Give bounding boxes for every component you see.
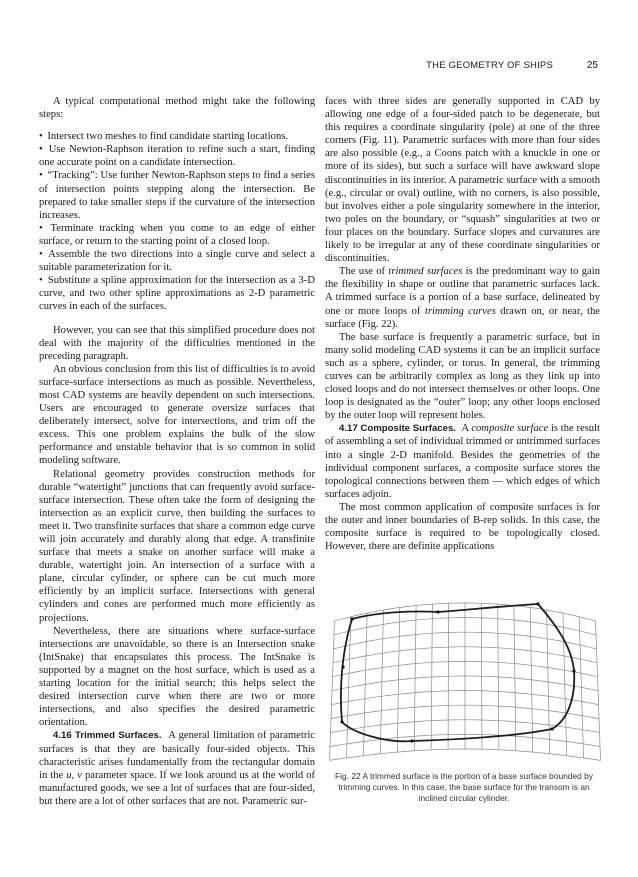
page-number: 25 bbox=[586, 60, 598, 71]
list-item bbox=[39, 143, 315, 169]
trim-point-marker bbox=[341, 665, 344, 668]
math-variable: u bbox=[66, 769, 72, 781]
body-paragraph: The most common application of composite surfaces is for the outer and inner boundaries of B-rep solids. In this case, the composite surface is required to be topologically closed. However, there are definite applications bbox=[325, 501, 600, 553]
trimmed-surface-figure bbox=[326, 597, 602, 765]
trim-point-marker bbox=[550, 727, 553, 730]
body-text: drawn on, or near, the surface (Fig. 22). bbox=[325, 305, 600, 330]
emphasis-term: trimmed surfaces bbox=[388, 266, 463, 278]
step-text: Use Newton-Raphson iteration to refine such a start, finding one accurate point on a candidate intersection. bbox=[39, 144, 315, 169]
header-title: THE GEOMETRY OF SHIPS bbox=[426, 60, 553, 71]
section-4-17-paragraph bbox=[325, 422, 600, 501]
list-item bbox=[39, 169, 315, 221]
step-text: Substitute a spline approximation for the intersection as a 3-D curve, and two other spline approximations as 2-D parametric curves in each of the surfaces. bbox=[39, 275, 315, 313]
bullet-glyph: • bbox=[39, 170, 43, 182]
section-text: is the result of assembling a set of individual trimmed or untrimmed surfaces into a single 2-D manifold. Besides the geometries of the individual component surfaces, a composite surface stores the topological connections between them — which edges of which surfaces adjoin. bbox=[325, 423, 600, 500]
section-4-16-paragraph bbox=[39, 729, 315, 808]
section-text: parameter space. If we look around us at the world of manufactured goods, we see a lot of surfaces that are four-sided, but there are a lot of other surfaces that are not. Parametric sur- bbox=[39, 769, 316, 807]
intro-paragraph: A typical computational method might take the following steps: bbox=[39, 96, 315, 121]
bullet-glyph: • bbox=[39, 275, 43, 287]
bullet-glyph: • bbox=[39, 144, 43, 156]
section-title: Trimmed Surfaces. bbox=[75, 730, 162, 742]
emphasis-term: composite surface bbox=[471, 423, 549, 435]
bullet-glyph: • bbox=[39, 249, 43, 261]
trimmed-surfaces-paragraph bbox=[325, 265, 600, 330]
body-paragraph: Relational geometry provides construction methods for durable “watertight” junctions that can frequently avoid surface-surface intersection. These often take the form of designing the intersection as an explicit curve, then building the surfaces to meet it. Two transfinite surfaces that share a common edge curve will join accurately and durably along that edge. A transfinite surface that meets a snake on another surface will make a durable, watertight join. An intersection of a surface with a plane, circular cylinder, or sphere can be cut much more efficiently by an implicit surface. Intersections with general cylinders and cones are performed much more efficiently as projections. bbox=[39, 468, 315, 624]
left-column bbox=[39, 95, 315, 808]
figure-22 bbox=[326, 597, 602, 765]
section-text: A bbox=[461, 423, 472, 435]
body-paragraph: faces with three sides are generally supported in CAD by allowing one edge of a four-sided patch to be degenerate, but this requires a coordinate singularity (pole) at one of the three corners (Fig. 11). Parametric surfaces with more than four sides are also possible (e.g., a Coons patch with a knuckle in one or more of its sides), but such a surface will have awkward slope discontinuities in its interior. A parametric surface with a smooth (e.g., circular or oval) outline, with no corners, is also possible, but involves either a pole singularity somewhere in the interior, two poles on the boundary, or “squash” singularities at two or four places on the boundary. Surface slopes and curvatures are likely to be irregular at any of these coordinate singularities or discontinuities. bbox=[325, 96, 600, 265]
trim-point-marker bbox=[572, 669, 575, 672]
figure-caption: Fig. 22 A trimmed surface is the portion of a base surface bounded by trimming curves. In this case, the base surface for the transom is an inclined circular cylinder. bbox=[335, 771, 593, 803]
list-item bbox=[39, 130, 315, 143]
trim-point-marker bbox=[410, 739, 413, 742]
step-text: Intersect two meshes to find candidate starting locations. bbox=[47, 131, 289, 143]
trim-point-marker bbox=[536, 602, 539, 605]
body-text: The use of bbox=[339, 266, 389, 278]
step-text: Terminate tracking when you come to an edge of either surface, or return to the starting point of a closed loop. bbox=[39, 222, 315, 247]
grid-line-u bbox=[596, 621, 601, 760]
trim-point-marker bbox=[340, 720, 343, 723]
emphasis-term: trimming curves bbox=[424, 305, 496, 317]
section-text: , bbox=[71, 769, 78, 781]
steps-list bbox=[39, 130, 315, 313]
trim-point-marker bbox=[436, 610, 439, 613]
body-text: is the predominant way to gain the flexibility in shape or outline that parametric surfaces lack. A trimmed surface is a portion of a base surface, delineated by one or more loops of bbox=[325, 266, 600, 317]
bullet-glyph: • bbox=[39, 222, 43, 234]
body-paragraph: An obvious conclusion from this list of difficulties is to avoid surface-surface intersections as much as possible. Nevertheless, most CAD systems are heavily dependent on such intersections. Users are encouraged to generate oversize surfaces that deliberately intersect, solve for intersections, and trim off the excess. This one problem explains the bulk of the slow performance and unstable behavior that is so common in solid modeling software. bbox=[39, 363, 315, 467]
list-item bbox=[39, 274, 315, 313]
bullet-glyph: • bbox=[39, 131, 43, 143]
grid-line-v bbox=[330, 749, 601, 760]
body-paragraph: Nevertheless, there are situations where surface-surface intersections are unavoidable, so there is an Intersection snake (IntSnake) that encapsulates this process. The IntSnake is supported by a magnet on the host surface, which is used as a starting location for the initial search; this helps select the desired intersection curve when there are two or more intersections, and also specifies the desired parametric orientation. bbox=[39, 625, 315, 729]
trimming-curve bbox=[341, 604, 574, 741]
section-text: A general limitation of parametric surfaces is that they are basically four-sided objects. This characteristic arises fundamentally from the rectangular domain in the bbox=[39, 730, 316, 781]
section-number: 4.16 bbox=[53, 730, 72, 742]
section-number: 4.17 bbox=[339, 423, 358, 435]
section-title: Composite Surfaces. bbox=[360, 423, 456, 435]
step-text: “Tracking”: Use further Newton-Raphson steps to find a series of intersection points stepping along the intersection. Be prepared to take smaller steps if the curvature of the intersection increases. bbox=[39, 170, 315, 221]
grid-line-u bbox=[330, 621, 335, 760]
trim-point-marker bbox=[350, 617, 353, 620]
step-text: Assemble the two directions into a single curve and select a suitable parameterization for it. bbox=[39, 249, 315, 274]
body-paragraph: The base surface is frequently a parametric surface, but in many solid modeling CAD systems it can be an implicit surface such as a sphere, cylinder, or torus. In general, the trimming curves can be arbitrarily complex as long as they link up into closed loops and do not intersect themselves or other loops. One loop is designated as the “outer” loop; any other loops enclosed by the outer loop will represent holes. bbox=[325, 331, 600, 422]
math-variable: v bbox=[77, 769, 82, 781]
list-item bbox=[39, 222, 315, 248]
list-item bbox=[39, 248, 315, 274]
running-header bbox=[40, 60, 598, 74]
body-paragraph: However, you can see that this simplified procedure does not deal with the majority of the difficulties mentioned in the preceding paragraph. bbox=[39, 324, 315, 362]
right-column bbox=[325, 95, 600, 553]
